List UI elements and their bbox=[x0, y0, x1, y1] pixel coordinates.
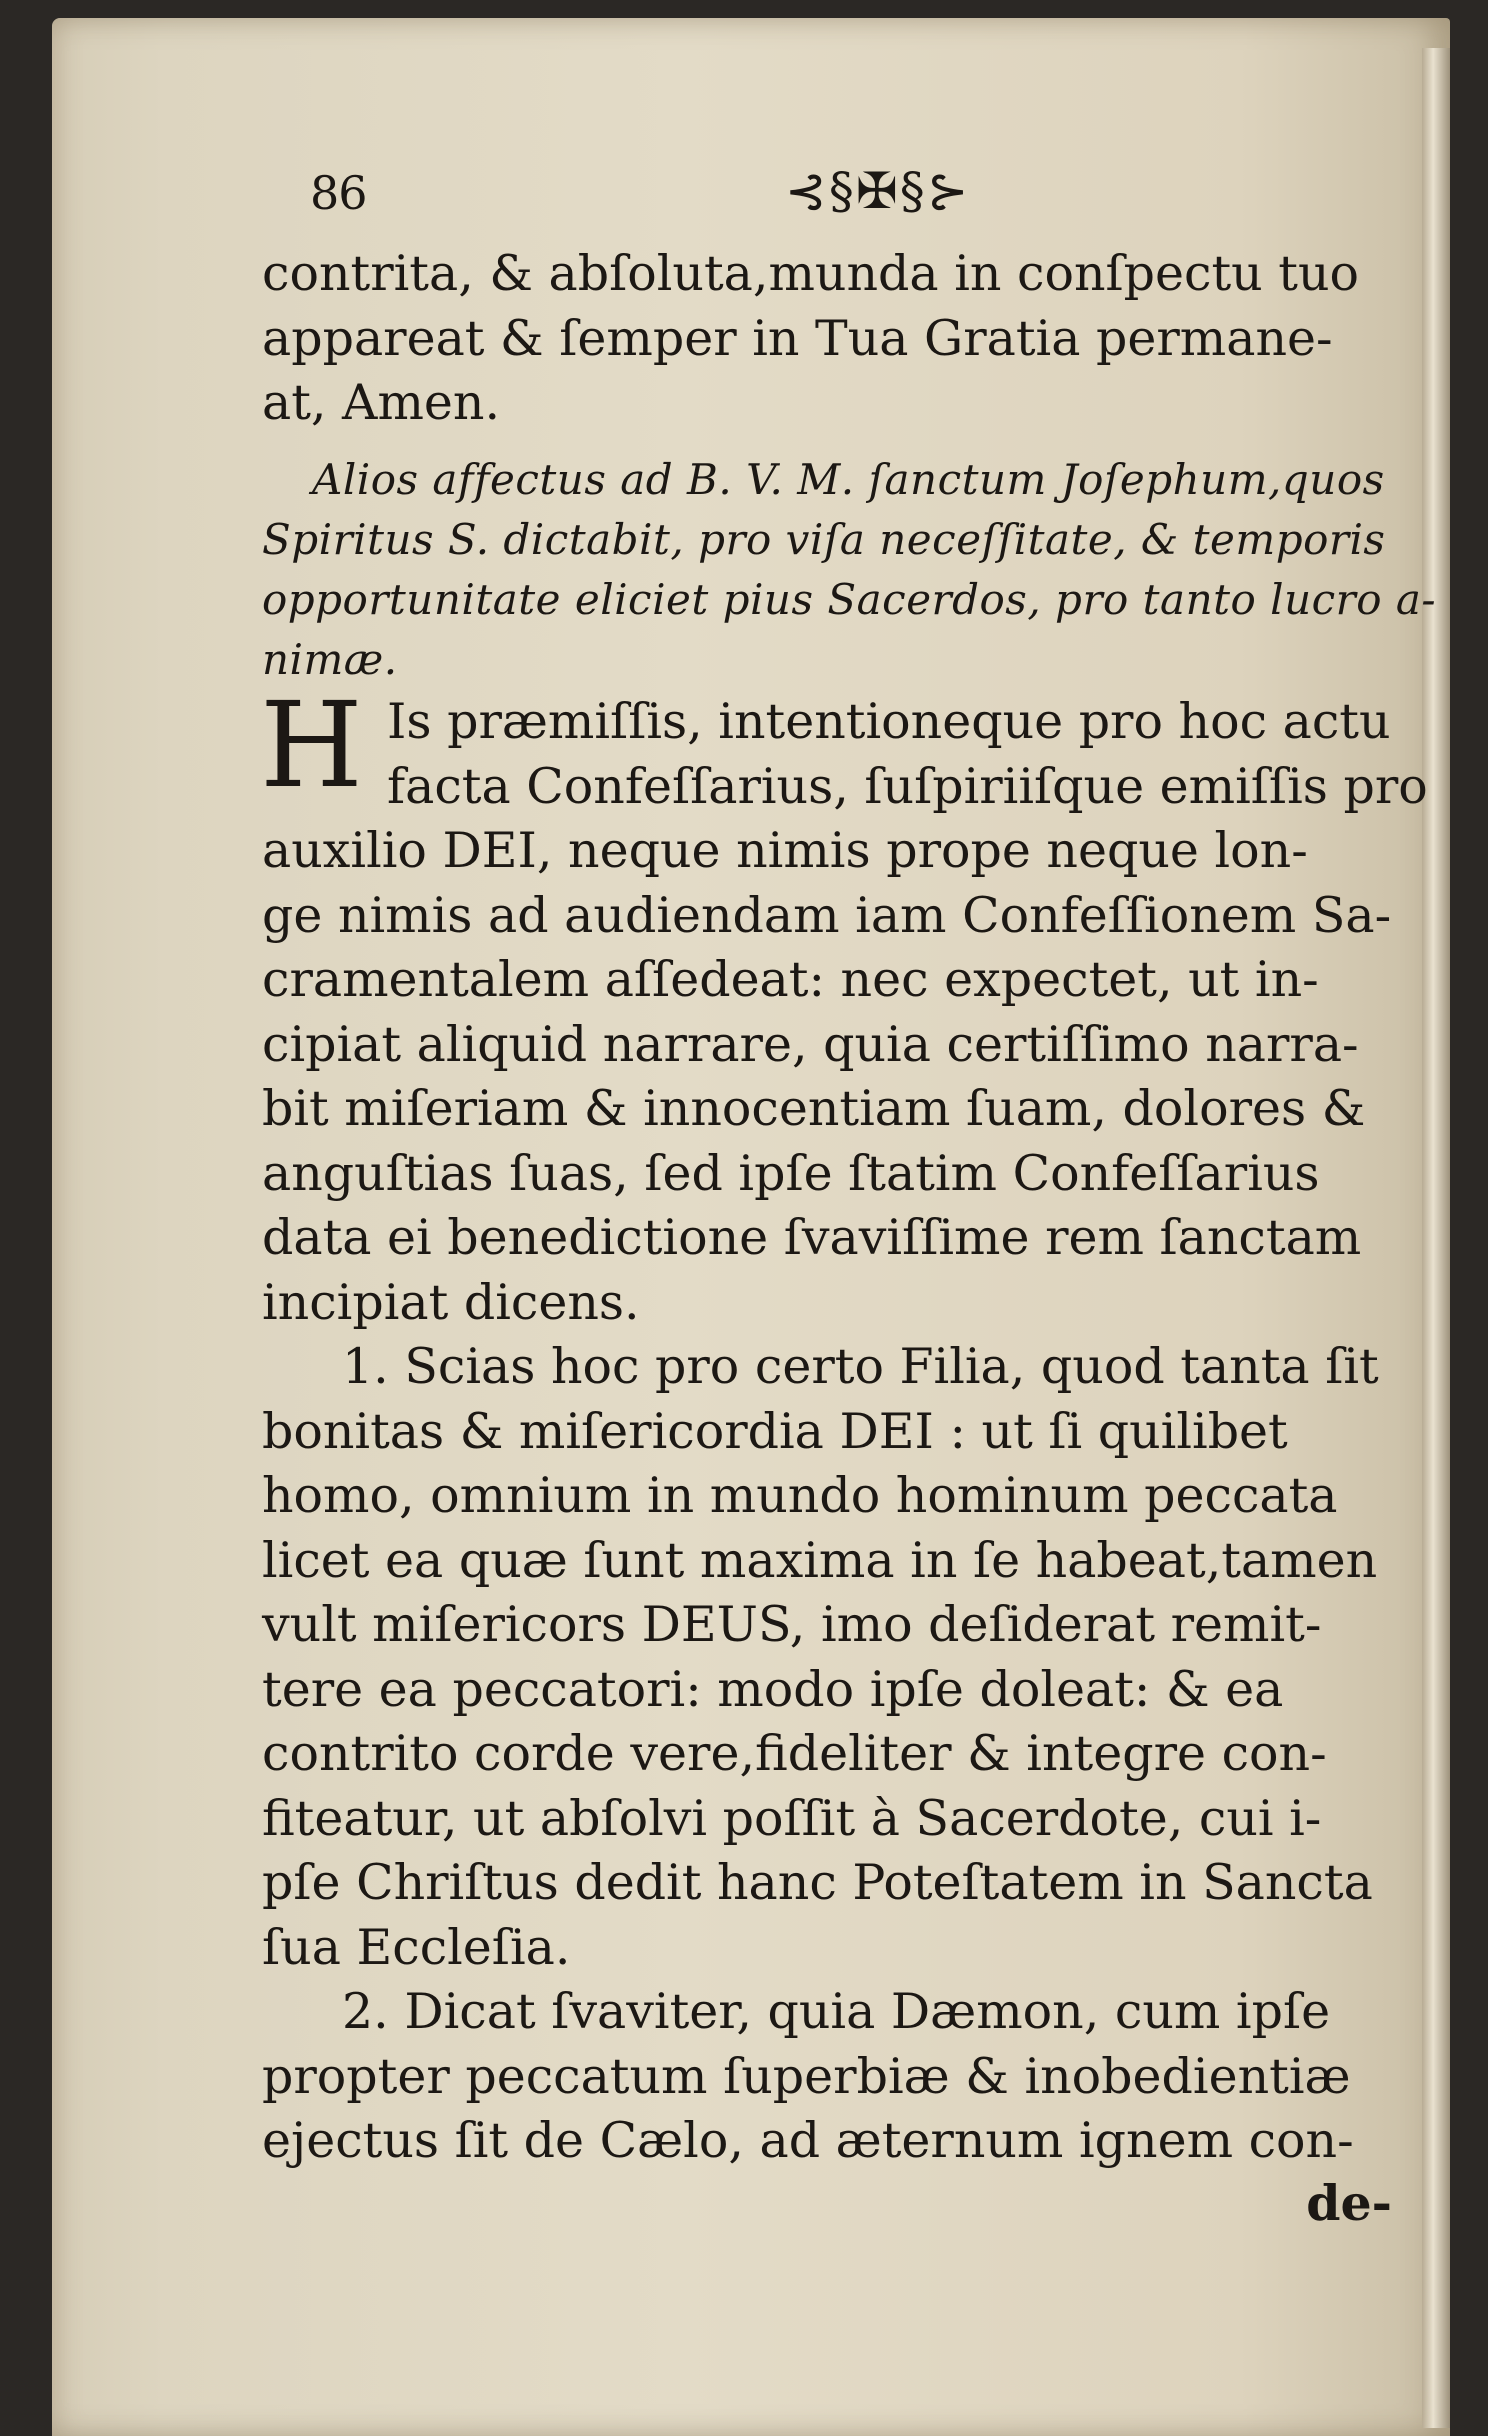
text-line: Spiritus S. dictabit, pro viſa neceſſitate, & temporis bbox=[262, 515, 1386, 564]
text-line: data ei benedictione ſvaviſſime rem ſanctam bbox=[262, 1209, 1362, 1266]
text-line: cramentalem aſſedeat: nec expectet, ut in- bbox=[262, 951, 1319, 1008]
text-line: at, Amen. bbox=[262, 374, 501, 431]
text-line: opportunitate eliciet pius Sacerdos, pro tanto lucro a- bbox=[262, 575, 1437, 624]
text-line: ejectus ſit de Cælo, ad æternum ignem con- bbox=[262, 2112, 1354, 2169]
text-line: ge nimis ad audiendam iam Confeſſionem Sa- bbox=[262, 886, 1392, 944]
text-line: incipiat dicens. bbox=[262, 1273, 640, 1331]
text-line: bonitas & miſericordia DEI : ut ſi quilibet bbox=[262, 1402, 1288, 1460]
text-line: Alios affectus ad B. V. M. ſanctum Joſephum,quos bbox=[312, 455, 1385, 504]
text-line: bit miſeriam & innocentiam ſuam, dolores & bbox=[262, 1080, 1366, 1137]
text-line: fiteatur, ut abſolvi poſſit à Sacerdote, cui i- bbox=[262, 1789, 1322, 1847]
text-line: homo, omnium in mundo hominum peccata bbox=[262, 1467, 1338, 1524]
drop-capital: H bbox=[260, 676, 363, 814]
text-line: vult miſericors DEUS, imo deſiderat remit- bbox=[262, 1596, 1322, 1653]
text-line: appareat & ſemper in Tua Gratia permane- bbox=[262, 309, 1333, 367]
text-line: cipiat aliquid narrare, quia certiſſimo narra- bbox=[262, 1015, 1359, 1073]
text-line: ſua Eccleſia. bbox=[262, 1918, 571, 1976]
text-line: nimæ. bbox=[262, 635, 398, 684]
page-number: 86 bbox=[310, 166, 367, 220]
main-paragraph bbox=[260, 676, 1462, 2238]
text-line: propter peccatum ſuperbiæ & inobedientiæ bbox=[262, 2047, 1351, 2105]
catchword: de- bbox=[1306, 2173, 1392, 2232]
text-line: tere ea peccatori: modo ipſe doleat: & ea bbox=[262, 1660, 1284, 1718]
header-ornament: ⊰§✠§⊱ bbox=[785, 162, 971, 220]
text-line: Is præmiſſis, intentioneque pro hoc actu bbox=[387, 693, 1391, 750]
numbered-paragraph-line: 2. Dicat ſvaviter, quia Dæmon, cum ipſe bbox=[342, 1983, 1331, 2040]
text-line: licet ea quæ ſunt maxima in ſe habeat,tamen bbox=[262, 1531, 1378, 1589]
book-page bbox=[52, 18, 1450, 2436]
text-line: facta Confeſſarius, ſuſpiriiſque emiſſis pro bbox=[387, 757, 1428, 815]
text-line: anguſtias ſuas, ſed ipſe ſtatim Confeſſarius bbox=[262, 1144, 1320, 1202]
running-header bbox=[200, 158, 1460, 242]
text-line: pſe Chriſtus dedit hanc Poteſtatem in Sancta bbox=[262, 1854, 1373, 1911]
paragraph-opening bbox=[262, 242, 1462, 436]
catchword-row bbox=[262, 2174, 1462, 2238]
numbered-paragraph-line: 1. Scias hoc pro certo Filia, quod tanta ſit bbox=[342, 1338, 1379, 1395]
text-line: auxilio DEI, neque nimis prope neque lon- bbox=[262, 822, 1308, 879]
text-area bbox=[200, 158, 1460, 2232]
italic-rubric bbox=[262, 450, 1462, 690]
text-line: contrito corde vere,fideliter & integre con- bbox=[262, 1725, 1327, 1782]
text-line: contrita, & abſoluta,munda in conſpectu tuo bbox=[262, 245, 1360, 302]
